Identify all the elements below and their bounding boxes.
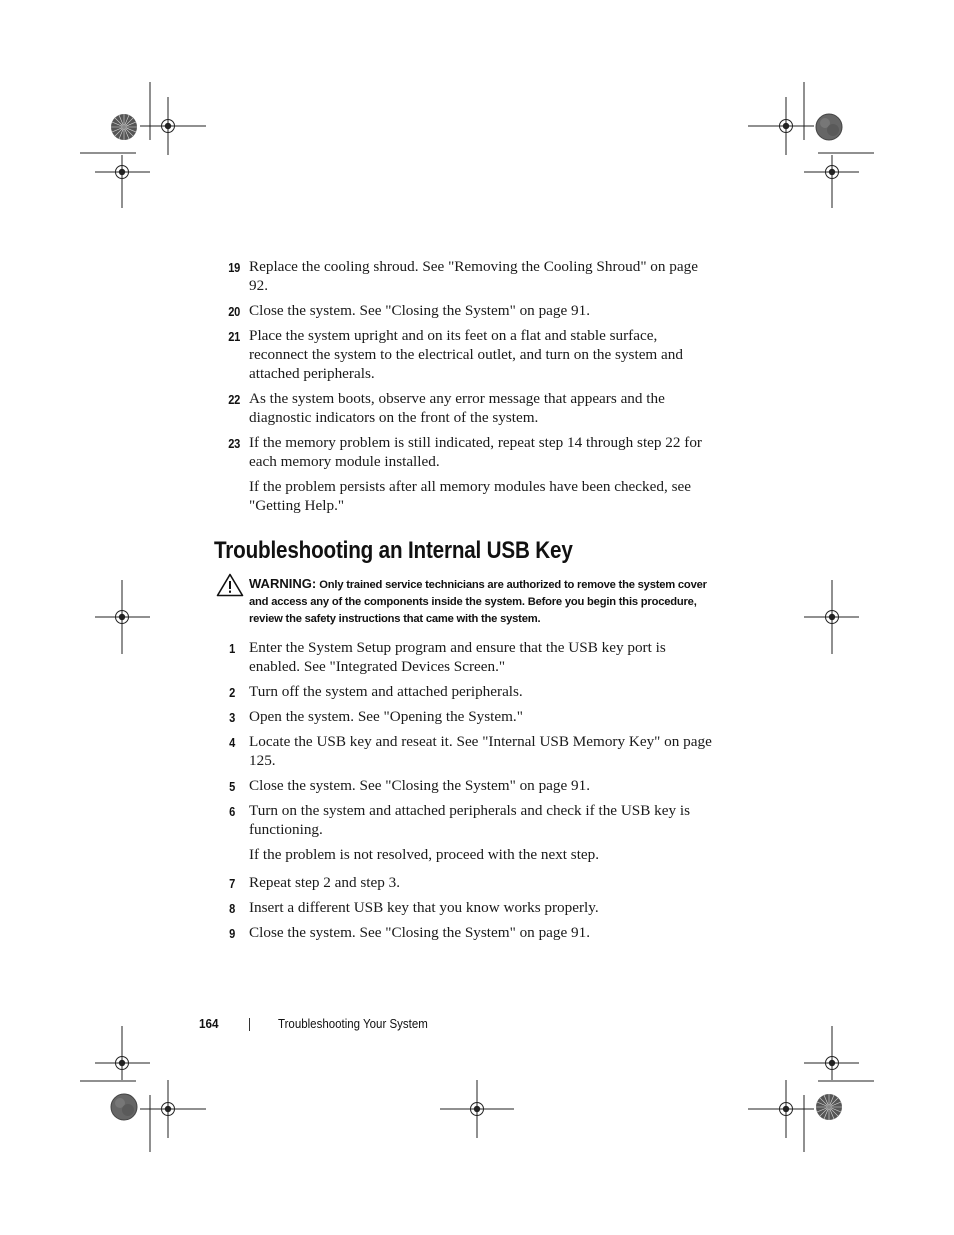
step-number: 5 <box>229 779 235 794</box>
step-3 <box>214 707 719 726</box>
step-number: 20 <box>228 304 240 319</box>
step-2 <box>214 682 719 701</box>
step-text: Open the system. See "Opening the System." <box>249 708 523 725</box>
warning-text: Only trained service technicians are authorized to remove the system cover and access any of the components inside the system. Before you begin this procedure, review the safety instructions that came with the system. <box>249 579 707 625</box>
step-6 <box>214 801 719 839</box>
footer-divider <box>249 1018 250 1031</box>
step-number: 9 <box>229 926 235 941</box>
step-text: Enter the System Setup program and ensure that the USB key port is enabled. See "Integrated Devices Screen." <box>249 639 666 675</box>
step-text: Turn off the system and attached peripherals. <box>249 683 523 700</box>
warning-triangle-icon <box>216 573 244 597</box>
step-22 <box>214 389 719 427</box>
step-text: Insert a different USB key that you know works properly. <box>249 899 599 916</box>
step-number: 21 <box>228 329 240 344</box>
memory-note: If the problem persists after all memory modules have been checked, see "Getting Help." <box>249 478 691 514</box>
step-text: Turn on the system and attached peripherals and check if the USB key is functioning. <box>249 802 691 838</box>
step-4 <box>214 732 719 770</box>
step-5 <box>214 776 719 795</box>
step-number: 23 <box>228 436 240 451</box>
step-number: 22 <box>228 392 240 407</box>
step-1 <box>214 638 719 676</box>
step-text: Close the system. See "Closing the System" on page 91. <box>249 924 591 941</box>
step-7 <box>214 873 719 892</box>
step-number: 1 <box>229 641 235 656</box>
usb-note: If the problem is not resolved, proceed with the next step. <box>249 846 600 863</box>
step-text: Close the system. See "Closing the System" on page 91. <box>249 777 591 794</box>
step-20 <box>214 301 719 320</box>
step-21 <box>214 326 719 383</box>
step-8 <box>214 898 719 917</box>
step-number: 7 <box>229 876 235 891</box>
step-text: Locate the USB key and reseat it. See "Internal USB Memory Key" on page 125. <box>249 733 712 769</box>
warning-label: WARNING: <box>249 576 317 591</box>
step-number: 19 <box>228 260 240 275</box>
step-text: Repeat step 2 and step 3. <box>249 874 400 891</box>
step-text: As the system boots, observe any error message that appears and the diagnostic indicators on the front of the system. <box>249 390 665 426</box>
step-9 <box>214 923 719 942</box>
step-number: 8 <box>229 901 235 916</box>
page-content <box>214 257 719 948</box>
warning-notice <box>214 575 719 628</box>
step-23 <box>214 433 719 471</box>
section-heading: Troubleshooting an Internal USB Key <box>214 537 573 564</box>
step-text: If the memory problem is still indicated, repeat step 14 through step 22 for each memory module installed. <box>249 434 702 470</box>
step-number: 2 <box>229 685 235 700</box>
footer-section-title: Troubleshooting Your System <box>278 1017 428 1031</box>
step-text: Place the system upright and on its feet on a flat and stable surface, reconnect the system to the electrical outlet, and turn on the system and attached peripherals. <box>249 327 683 382</box>
step-number: 4 <box>229 735 235 750</box>
page-number: 164 <box>199 1016 219 1031</box>
step-text: Replace the cooling shroud. See "Removing the Cooling Shroud" on page 92. <box>249 258 698 294</box>
step-text: Close the system. See "Closing the System" on page 91. <box>249 302 591 319</box>
step-number: 3 <box>229 710 235 725</box>
step-19 <box>214 257 719 295</box>
step-number: 6 <box>229 804 235 819</box>
